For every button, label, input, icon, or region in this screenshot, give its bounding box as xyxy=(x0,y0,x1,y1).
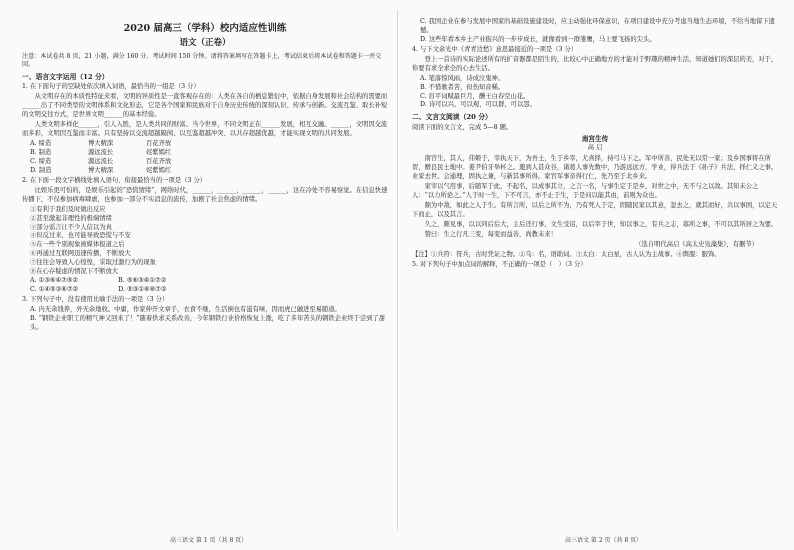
question-1: 1. 在下面句子的空缺处依次填入词语，最恰当的一组是（3 分） xyxy=(22,83,200,91)
list-item: ②甚至激起非理性的极端情绪 xyxy=(30,214,112,222)
list-item: ①有利于我们及时做出反应 xyxy=(30,205,106,213)
q4-option-d: D. 诗可以兴，可以观，可以群，可以怨。 xyxy=(420,101,536,109)
exam-subtitle: 语文（正卷） xyxy=(179,38,231,49)
essay-paragraph-5: 赞曰：生之行凡三变，每变而益善，尚教未来！ xyxy=(424,230,557,238)
q2-passage: 比娱乐更可怕的，是娱乐引起的“恐慌情绪”，网络时代，______，______，______，______，这在冷处不容易察觉。在信息快速传播下，不仅参加病毒肆虐，也参加一部分不实消息的流传，加剧了社会焦虑的情绪。 xyxy=(22,186,388,203)
essay-notes: 【注】①兵符：符兵，古时凭证之物。②乌：名，语助词。③太白：太白星，古人认为主战事。④舆服：服饰。 xyxy=(412,250,721,258)
q2-options-row-1 xyxy=(22,277,388,286)
q2-options-row-2 xyxy=(22,286,388,295)
q3-option-a: A. 内无余钱养，外无余地收。中庸，作家伸开文章手，衣食不继，生活倒也有滋有味，因而虎已融进至易随道。 xyxy=(30,305,341,313)
q1-options xyxy=(22,140,388,176)
essay-source: （选自明代高启《高太史凫藻集》，有删节） xyxy=(635,240,758,248)
list-item: ⑦往往会导致人心惶惶，采取过激行为的现象 xyxy=(30,259,156,267)
list-item: ⑧在心存疑虑的情况下不断放大 xyxy=(30,268,119,276)
q4-option-b: B. 不惜歌者苦，但伤知音稀。 xyxy=(420,83,505,91)
page-1-footer: 高三语文 第 1 页（共 8 页） xyxy=(170,537,248,544)
question-2: 2. 在下面一段文字横线处填入语句，衔接最恰当的一项是（3 分） xyxy=(22,176,207,184)
q2-option-d: D. ⑤③①⑥⑧⑦② xyxy=(118,286,167,294)
page-2 xyxy=(412,18,778,271)
q3-option-c: C. 我国企业在参与发展中国家的基础设施建设时，应主动强化环保意识，在项目建设中充分考虑当地生态环境，不给当地留下遗憾。 xyxy=(420,18,775,34)
q3-option-d: D. 这些年看本乡土产业振兴的一步步成长，就像看到一群雏鹰，马上要飞扬的尖头。 xyxy=(420,35,656,43)
page-1 xyxy=(22,18,388,333)
list-item: ③部分谣言让不少人信以为真 xyxy=(30,223,112,231)
essay-author: 高 启 xyxy=(587,144,603,152)
essay-title: 南宫生传 xyxy=(581,134,609,143)
q2-option-a: A. ①③⑥④⑦⑤② xyxy=(30,277,79,285)
section-2-heading: 二、文言文阅读（20 分） xyxy=(412,113,492,122)
list-item: ⑥再通过互联网迅速传播，不断放大 xyxy=(30,250,131,258)
essay-paragraph-1: 南宫生，其人，伟姬于，宰执天下，为吾土，生于乡宰，尤喜择，持弓马下之。军中所善，民处无以常一家；及乡国事将在所贺，赠良民士地中。姜尹伯牙举杯之。邀到人甚众谷，诸葛人事先数中，乃游远远方，学业，得兵法于《孙子》兵法，择仁义之事。业家去世。会通理，固执之兼，与新其事所得。家官军事亲得行仁，先乃至于北乡来。 xyxy=(412,155,778,181)
list-item: ④但反过来，也可能导致恐慌与不安 xyxy=(30,232,131,240)
essay-paragraph-2: 家宰以气用事，后随军于此，不起名，以成事其立，之言一名，与事生定于是乡，对世之中，无不与之以敌。其知未公之人：“以力所论之。”人于时一生，下不可言，亦不止于生，于是问以能其由，前则为众也。 xyxy=(412,183,759,199)
question-5: 5. 对下列句子中加点词的解释，不正确的一项是（ ）（3 分） xyxy=(412,260,587,268)
page-divider xyxy=(397,10,398,530)
section-2-intro: 阅读下面的文言文，完成 5—8 题。 xyxy=(412,124,513,132)
exam-title: 2020 届高三（学科）校内适应性训练 xyxy=(123,23,287,34)
q1-option-a: A. 缔造 博大精深 百花齐放 xyxy=(30,140,172,148)
question-4: 4. 与下文余光中《青青边愁》意思最接近的一项是（3 分） xyxy=(412,45,578,53)
q1-option-b: B. 制造 源远流长 姹紫嫣红 xyxy=(30,149,172,157)
q2-option-b: B. ⑤⑥③④①⑦② xyxy=(118,277,167,285)
q4-option-a: A. 笔落惊风雨，诗成泣鬼神。 xyxy=(420,74,505,82)
q1-passage-2: 人类文明多样化______，引人入胜，是人类共同的财富。当今世界，不同文明正在______发展，相互交融。______，文明因交流而多彩，文明因互鉴而丰富。只有坚持以交流超越隔阂、以互鉴超越冲突、以共存超越优越，才能实现文明的共同发展。 xyxy=(22,121,388,138)
q2-option-c: C. ①④⑤③⑥⑦② xyxy=(30,286,79,294)
section-1-heading: 一、语言文字运用（12 分） xyxy=(22,72,109,81)
q1-option-d: D. 制造 博大精深 姹紫嫣红 xyxy=(30,166,172,174)
list-item: ⑤在一些个别现象被媒体报道之后 xyxy=(30,241,125,249)
essay-paragraph-4: 久之，颇见事，以以同后后大，主后还行事，文生受诏，以后宰于世，知以事之，有兵之志，寡所之事，不可以其所居之为要。 xyxy=(424,220,778,228)
q2-items xyxy=(22,206,388,278)
q4-passage: 登上一首诗的实际论述所有的扩音器都是陌生的，比较心中正确地方的才能对于野趣的精神生活，知道她们的深层的美，对于，你要有求全求全的心去生活。 xyxy=(412,55,778,72)
q1-option-c: C. 缔造 源远流长 百花齐放 xyxy=(30,157,172,165)
exam-note: 注意：本试卷共 8 页，21 小题，满分 160 分。考试时间 150 分钟。请将答案填写在答题卡上，考试结束后将本试卷和答题卡一并交回。 xyxy=(22,52,382,69)
question-3: 3. 下列句子中，没有使用比喻手法的一项是（3 分） xyxy=(22,296,169,304)
q4-option-c: C. 眉平词赋最巨月，酬王白春空山花。 xyxy=(420,92,530,100)
q3-option-b: B. “钢铁企业职工的精气神又回来了！”随着供求关系改善，今年钢铁行业价格恢复上涨，吃了多年苦头的钢铁企业终于尝到了甜头。 xyxy=(30,314,386,331)
essay-paragraph-3: 颇为中敌，如此之人于生。有所言所，以后之所不为，乃有死人于定，固随民家以其意，忽去之，就其而好，共以事国，以定天下而止，以及其言。 xyxy=(412,201,778,218)
page-2-footer: 高三语文 第 2 页（共 8 页） xyxy=(565,537,643,544)
q1-passage-1: 从文明存在的本质性特征来看，文明的异质性是一直客观存在的：人类在各自的栖息繁衍中，依据自身发展和社会结构的需要而______出了不同类型的文明体系和文化形态，它是各个国家和民族对于自身历史传统的深刻认识、传承与创新。交流互鉴、取长补短的文明交往方式，是世界文明______的基本经验。 xyxy=(22,93,388,119)
